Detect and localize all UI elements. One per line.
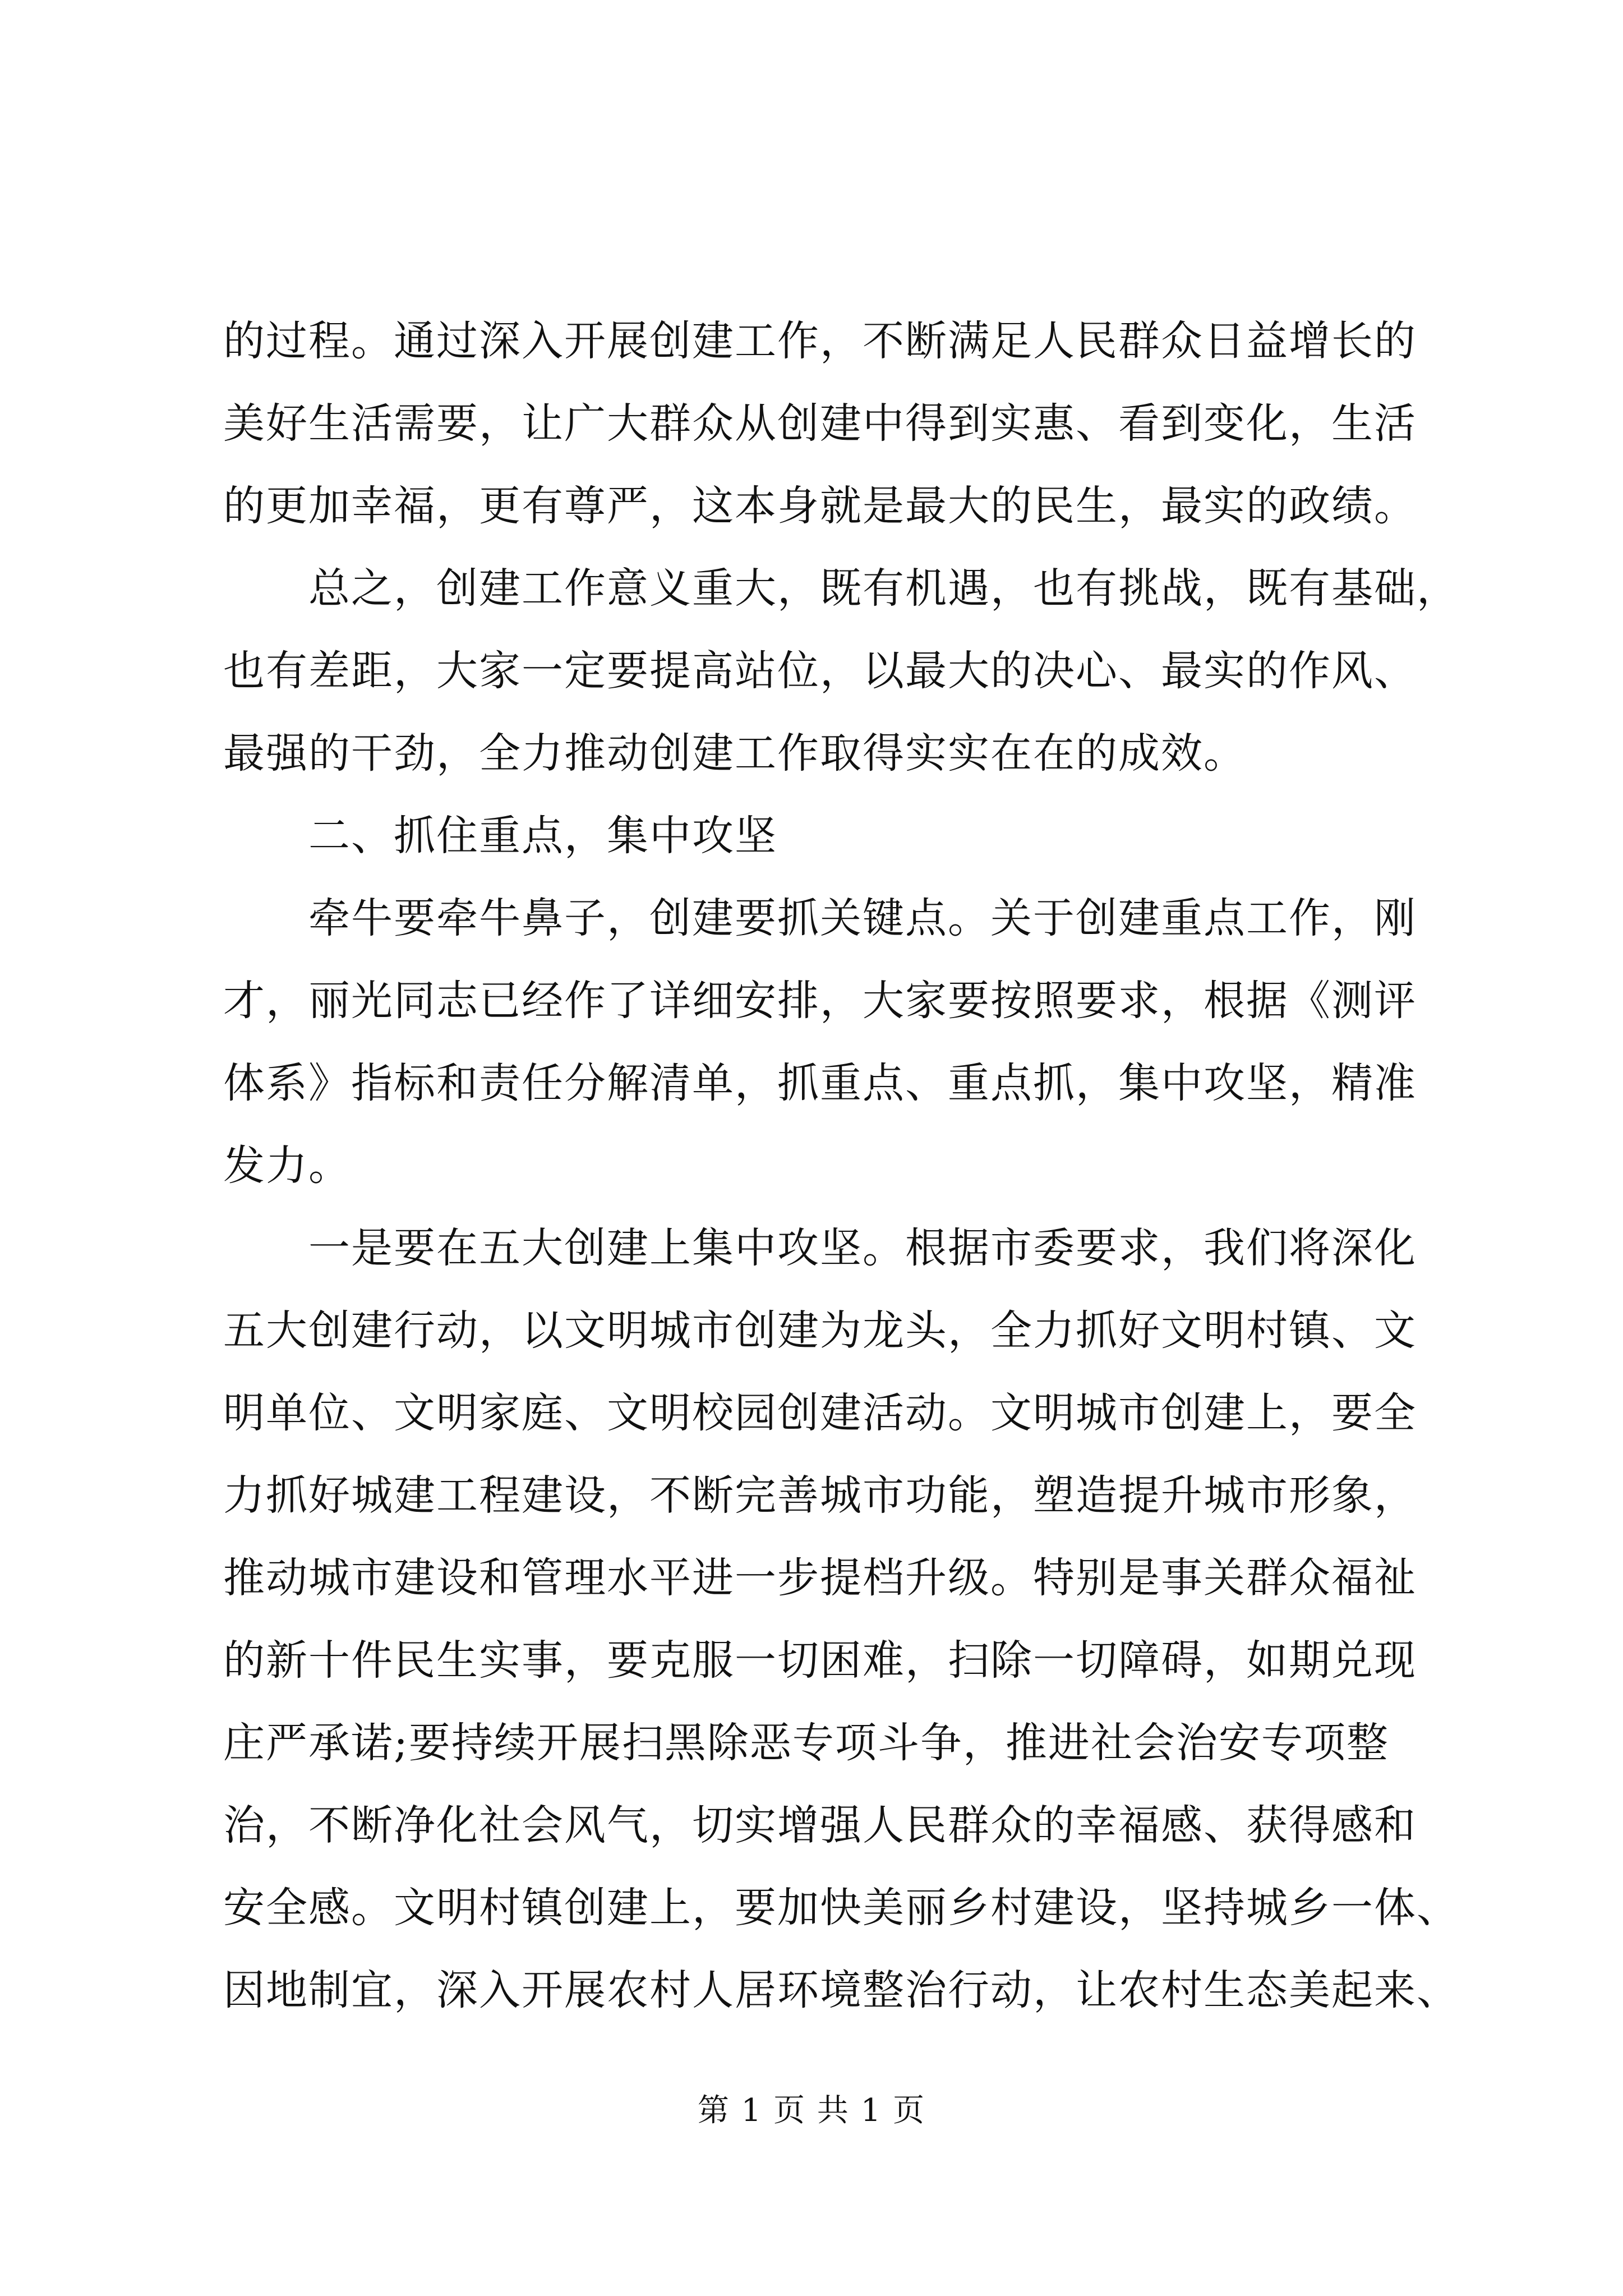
text-line: 体系》指标和责任分解清单，抓重点、重点抓，集中攻坚，精准 — [223, 1059, 1417, 1107]
text-line: 力抓好城建工程建设，不断完善城市功能，塑造提升城市形象， — [223, 1471, 1417, 1520]
text-line: 也有差距，大家一定要提高站位，以最大的决心、最实的作风、 — [223, 647, 1417, 695]
text-line: 总之，创建工作意义重大，既有机遇，也有挑战，既有基础， — [223, 564, 1459, 613]
text-line: 牵牛要牵牛鼻子，创建要抓关键点。关于创建重点工作，刚 — [223, 894, 1417, 942]
text-line: 明单位、文明家庭、文明校园创建活动。文明城市创建上，要全 — [223, 1389, 1417, 1437]
text-line: 安全感。文明村镇创建上，要加快美丽乡村建设，坚持城乡一体、 — [223, 1884, 1459, 1932]
text-line: 的过程。通过深入开展创建工作，不断满足人民群众日益增长的 — [223, 317, 1417, 365]
text-line: 一是要在五大创建上集中攻坚。根据市委要求，我们将深化 — [223, 1224, 1417, 1272]
text-line: 的更加幸福，更有尊严，这本身就是最大的民生，最实的政绩。 — [223, 482, 1417, 530]
text-line: 治，不断净化社会风气，切实增强人民群众的幸福感、获得感和 — [223, 1801, 1417, 1849]
text-line: 推动城市建设和管理水平进一步提档升级。特别是事关群众福祉 — [223, 1554, 1417, 1602]
text-line: 发力。 — [223, 1142, 351, 1190]
text-line: 才，丽光同志已经作了详细安排，大家要按照要求，根据《测评 — [223, 977, 1417, 1025]
page-footer: 第 1 页 共 1 页 — [697, 2092, 926, 2129]
text-line: 五大创建行动，以文明城市创建为龙头，全力抓好文明村镇、文 — [223, 1306, 1417, 1355]
text-line: 最强的干劲，全力推动创建工作取得实实在在的成效。 — [223, 729, 1246, 777]
text-line: 因地制宜，深入开展农村人居环境整治行动，让农村生态美起来、 — [223, 1966, 1459, 2014]
text-line: 的新十件民生实事，要克服一切困难，扫除一切障碍，如期兑现 — [223, 1636, 1417, 1685]
text-line: 庄严承诺;要持续开展扫黑除恶专项斗争，推进社会治安专项整 — [223, 1719, 1389, 1767]
body-text — [223, 300, 1459, 2032]
section-heading: 二、抓住重点，集中攻坚 — [223, 812, 777, 860]
text-line: 美好生活需要，让广大群众从创建中得到实惠、看到变化，生活 — [223, 399, 1417, 448]
